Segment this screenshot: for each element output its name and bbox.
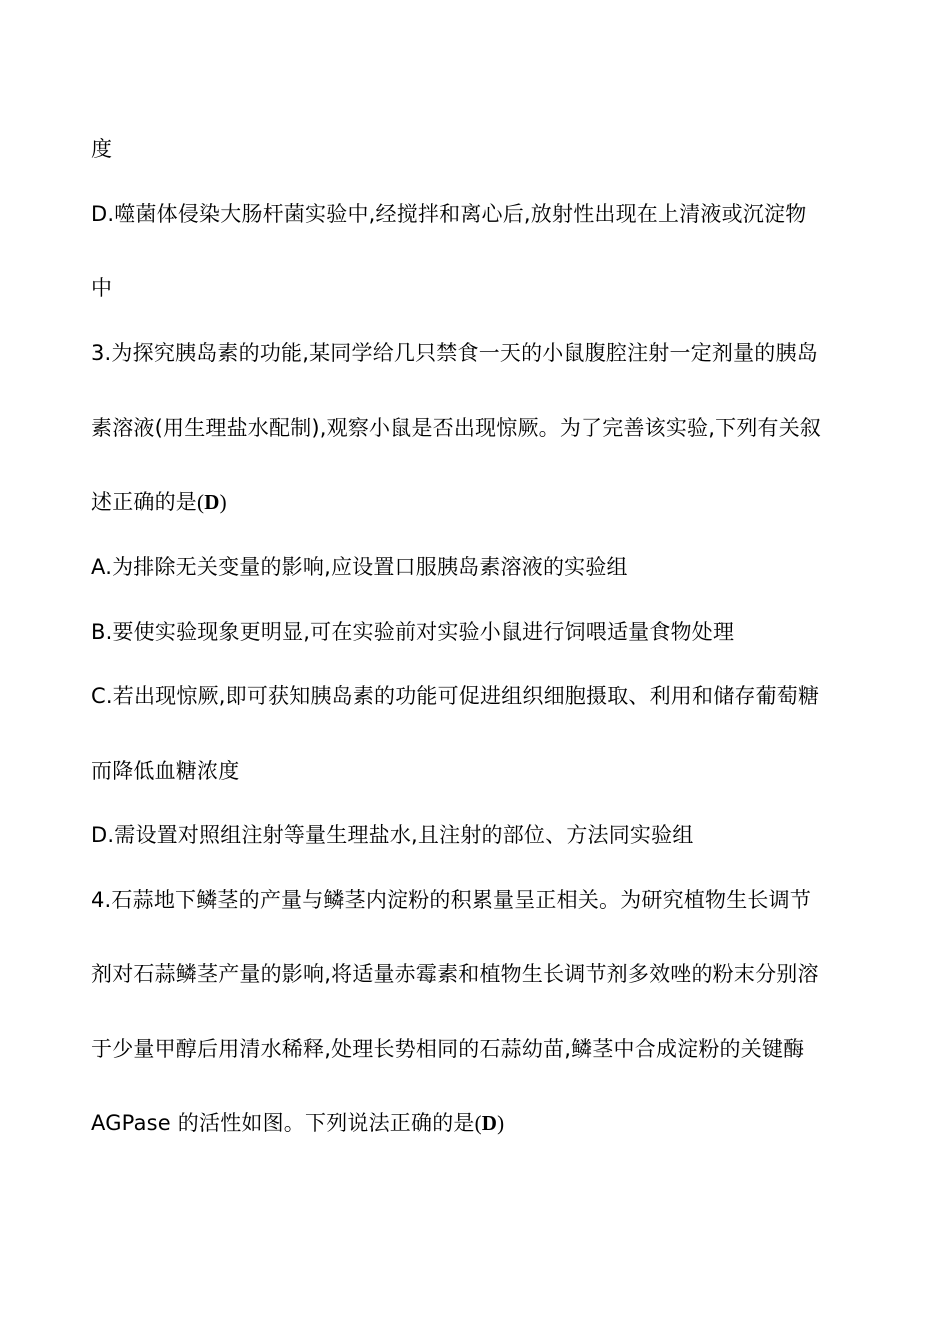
- paren-close: ): [497, 1111, 505, 1135]
- option-d: D.需设置对照组注射等量生理盐水,且注射的部位、方法同实验组: [91, 823, 694, 847]
- stem-text: AGPase 的活性如图。下列说法正确的是: [91, 1111, 475, 1135]
- question-3-line: 3.为探究胰岛素的功能,某同学给几只禁食一天的小鼠腹腔注射一定剂量的胰岛: [91, 341, 818, 365]
- answer-letter: D: [204, 490, 220, 514]
- option-a: A.为排除无关变量的影响,应设置口服胰岛素溶液的实验组: [91, 555, 628, 579]
- option-c: C.若出现惊厥,即可获知胰岛素的功能可促进组织细胞摄取、利用和储存葡萄糖: [91, 684, 820, 708]
- question-4-line: 剂对石蒜鳞茎产量的影响,将适量赤霉素和植物生长调节剂多效唑的粉末分别溶: [91, 962, 819, 986]
- paren-open: (: [474, 1111, 482, 1135]
- paren-open: (: [197, 490, 205, 514]
- text-line: 中: [91, 276, 113, 300]
- question-4-line: 于少量甲醇后用清水稀释,处理长势相同的石蒜幼苗,鳞茎中合成淀粉的关键酶: [91, 1037, 805, 1061]
- option-c-continued: 而降低血糖浓度: [91, 759, 240, 783]
- paren-close: ): [219, 490, 227, 514]
- question-4-line: 4.石蒜地下鳞茎的产量与鳞茎内淀粉的积累量呈正相关。为研究植物生长调节: [91, 888, 812, 912]
- question-3-line: 素溶液(用生理盐水配制),观察小鼠是否出现惊厥。为了完善该实验,下列有关叙: [91, 416, 822, 440]
- text-line: D.噬菌体侵染大肠杆菌实验中,经搅拌和离心后,放射性出现在上清液或沉淀物: [91, 202, 807, 226]
- stem-text: 述正确的是: [91, 490, 197, 514]
- question-3-stem-end: [91, 487, 871, 517]
- answer-letter: D: [481, 1111, 498, 1135]
- text-line: 度: [91, 137, 113, 161]
- option-b: B.要使实验现象更明显,可在实验前对实验小鼠进行饲喂适量食物处理: [91, 620, 735, 644]
- question-4-stem-end: [91, 1108, 871, 1138]
